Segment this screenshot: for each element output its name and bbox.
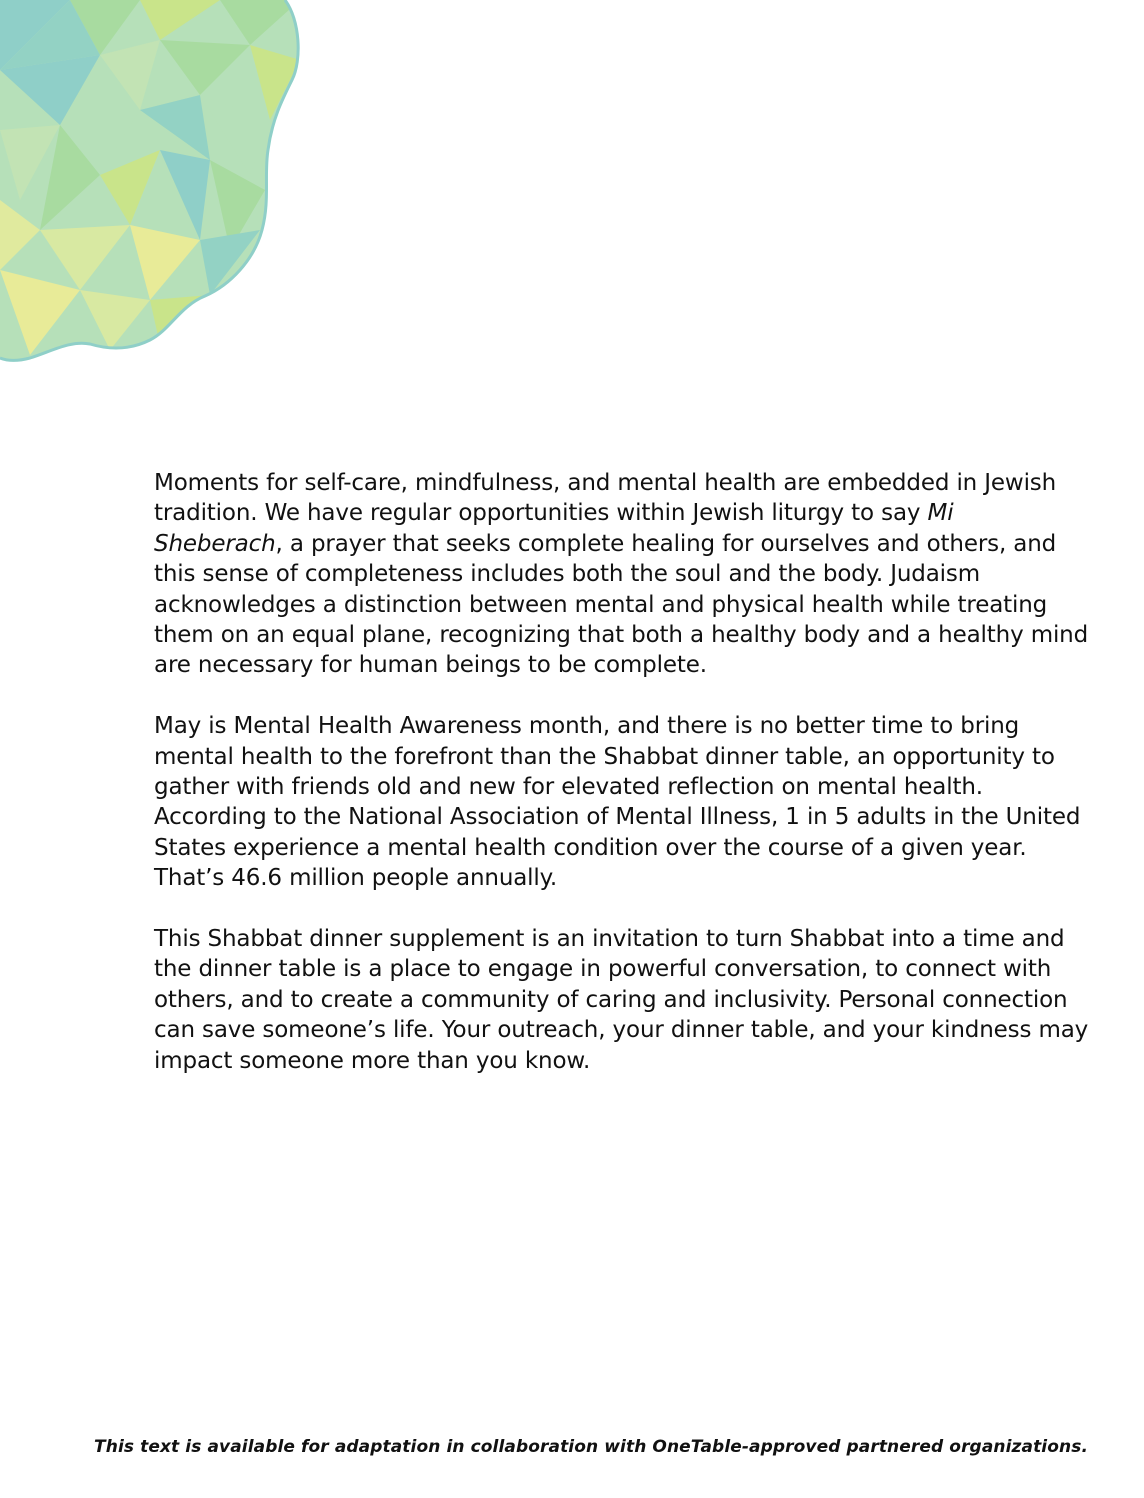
- paragraph-1-rest: , a prayer that seeks complete healing for ourselves and others, and this sense of completeness includes both the soul and the body. Judaism acknowledges a distinction between mental and physical health while treating them on an equal plane, recognizing that both a healthy body and a healthy mind are necessary for human beings to be complete.: [154, 530, 1089, 679]
- prayer-name: Mi Sheberach: [154, 500, 954, 557]
- paragraph-1-intro: Moments for self-care, mindfulness, and mental health are embedded in Jewish tradition. We have regular opportunities within Jewish liturgy to say: [154, 470, 1057, 527]
- paragraph-3: This Shabbat dinner supplement is an invitation to turn Shabbat into a time and the dinner table is a place to engage in powerful conversation, to connect with others, and to create a community of caring and inclusivity. Personal connection can save someone’s life. Your outreach, your dinner table, and your kindness may impact someone more than you know.: [154, 926, 1089, 1074]
- body-text: [154, 468, 1089, 1106]
- paragraph-1: [154, 468, 1089, 681]
- paragraph-2: May is Mental Health Awareness month, and there is no better time to bring mental health to the forefront than the Shabbat dinner table, an opportunity to gather with friends old and new for elevated reflection on mental health. According to the National Association of Mental Illness, 1 in 5 adults in the United States experience a mental health condition over the course of a given year. That’s 46.6 million people annually.: [154, 713, 1081, 892]
- footer-note: This text is available for adaptation in collaboration with OneTable-approved partnered organizations.: [94, 1437, 1088, 1457]
- decorative-mosaic-shape: [0, 0, 310, 370]
